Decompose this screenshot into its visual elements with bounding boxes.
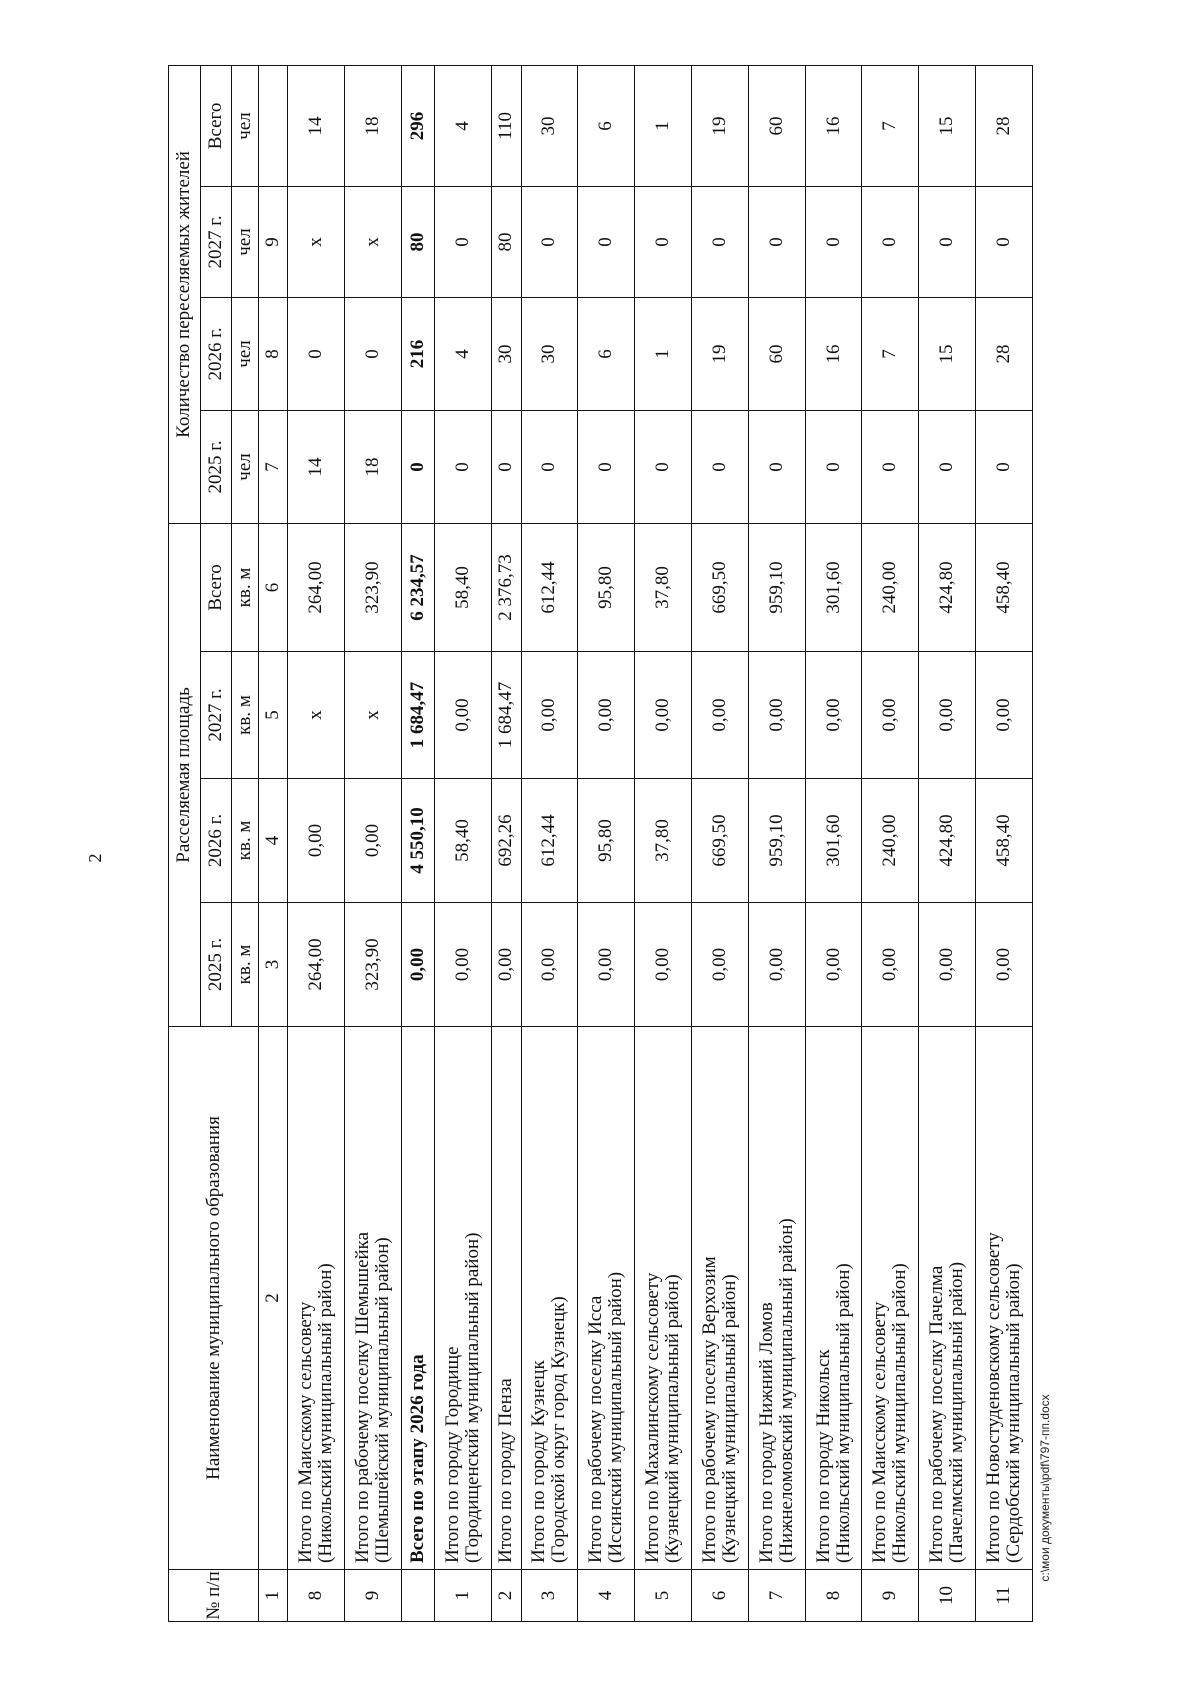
cell-a-total: 240,00 <box>862 523 919 651</box>
table-row <box>344 65 401 1621</box>
cell-a2025: 0,00 <box>805 903 862 1027</box>
table-row <box>635 65 692 1621</box>
row-name-line: Всего по этапу 2026 года <box>406 1354 428 1563</box>
header-name: Наименование муниципального образования <box>169 1027 259 1570</box>
header-column-index: 5 <box>259 652 287 779</box>
cell-a2025: 0,00 <box>862 903 919 1027</box>
table-row <box>976 65 1033 1621</box>
row-name <box>344 1027 401 1570</box>
cell-a-total: 6 234,57 <box>401 523 435 651</box>
header-column-index: 7 <box>259 410 287 523</box>
cell-p2026: 30 <box>521 297 578 410</box>
cell-a2026: 0,00 <box>287 779 344 903</box>
cell-a2026: 959,10 <box>748 779 805 903</box>
row-name-line: (Шемышейский муниципальный район) <box>371 1237 393 1563</box>
cell-p2026: 6 <box>578 297 635 410</box>
row-num: 5 <box>635 1570 692 1622</box>
cell-a2025: 0,00 <box>578 903 635 1027</box>
cell-p-total: 19 <box>692 65 749 186</box>
row-num: 8 <box>287 1570 344 1622</box>
header-column-index: 1 <box>259 1570 287 1622</box>
cell-p2027: 0 <box>919 186 976 297</box>
header-column-index: 4 <box>259 779 287 903</box>
cell-p2026: 15 <box>919 297 976 410</box>
cell-p2026: 4 <box>435 297 492 410</box>
cell-a2025: 0,00 <box>635 903 692 1027</box>
row-num: 1 <box>435 1570 492 1622</box>
cell-a-total: 458,40 <box>976 523 1033 651</box>
row-name-line: (Сердобский муниципальный район) <box>1003 1263 1025 1563</box>
table-row <box>521 65 578 1621</box>
cell-a2027: 0,00 <box>578 652 635 779</box>
header-year: Всего <box>200 65 232 186</box>
row-name <box>805 1027 862 1570</box>
row-name <box>919 1027 976 1570</box>
header-column-index: 8 <box>259 297 287 410</box>
cell-p2026: 19 <box>692 297 749 410</box>
table-row <box>748 65 805 1621</box>
cell-p-total: 15 <box>919 65 976 186</box>
table-row <box>287 65 344 1621</box>
header-unit: чел <box>232 410 259 523</box>
row-num: 4 <box>578 1570 635 1622</box>
row-num: 9 <box>862 1570 919 1622</box>
row-name-line: Итого по Новостуденовскому сельсовету <box>983 1232 1005 1563</box>
cell-a2027: 0,00 <box>521 652 578 779</box>
row-name <box>435 1027 492 1570</box>
row-num <box>401 1570 435 1622</box>
cell-a-total: 2 376,73 <box>492 523 521 651</box>
cell-a2026: 669,50 <box>692 779 749 903</box>
cell-p-total: 1 <box>635 65 692 186</box>
header-unit: кв. м <box>232 779 259 903</box>
row-name-line: (Кузнецкий муниципальный район) <box>718 1274 740 1563</box>
cell-a2025: 264,00 <box>287 903 344 1027</box>
cell-a2027: х <box>287 652 344 779</box>
row-name-line: (Никольский муниципальный район) <box>832 1263 854 1563</box>
row-num: 3 <box>521 1570 578 1622</box>
row-name-line: Итого по рабочему поселку Шемышейка <box>351 1231 373 1563</box>
row-num: 8 <box>805 1570 862 1622</box>
cell-p-total: 30 <box>521 65 578 186</box>
cell-p2027: 80 <box>492 186 521 297</box>
cell-p2026: 30 <box>492 297 521 410</box>
row-num: 2 <box>492 1570 521 1622</box>
cell-a2025: 0,00 <box>492 903 521 1027</box>
cell-p2025: 0 <box>435 410 492 523</box>
cell-a-total: 95,80 <box>578 523 635 651</box>
cell-a-total: 323,90 <box>344 523 401 651</box>
row-name <box>748 1027 805 1570</box>
header-unit: кв. м <box>232 523 259 651</box>
cell-p-total: 60 <box>748 65 805 186</box>
header-unit: кв. м <box>232 903 259 1027</box>
row-name <box>976 1027 1033 1570</box>
relocation-table <box>168 65 1033 1622</box>
cell-a2027: х <box>344 652 401 779</box>
cell-a2026: 458,40 <box>976 779 1033 903</box>
cell-p2025: 0 <box>401 410 435 523</box>
cell-a2026: 37,80 <box>635 779 692 903</box>
cell-p2026: 16 <box>805 297 862 410</box>
table-row <box>805 65 862 1621</box>
cell-a2027: 0,00 <box>692 652 749 779</box>
cell-a2025: 0,00 <box>748 903 805 1027</box>
cell-a2026: 424,80 <box>919 779 976 903</box>
cell-a2027: 0,00 <box>976 652 1033 779</box>
cell-p-total: 110 <box>492 65 521 186</box>
row-name-line: Итого по городу Пенза <box>495 1378 517 1563</box>
header-column-index: 2 <box>259 1027 287 1570</box>
cell-a2025: 323,90 <box>344 903 401 1027</box>
row-name-line: Итого по рабочему поселку Исса <box>585 1295 607 1563</box>
footer-file-path: c:\мои документы\pdf\797-пп.docx <box>1038 1394 1052 1582</box>
cell-p2026: 60 <box>748 297 805 410</box>
cell-p-total: 4 <box>435 65 492 186</box>
row-name-line: (Городской округ город Кузнецк) <box>548 1296 570 1563</box>
row-num: 9 <box>344 1570 401 1622</box>
row-name <box>635 1027 692 1570</box>
row-name-line: (Иссинский муниципальный район) <box>605 1271 627 1563</box>
header-column-index: 6 <box>259 523 287 651</box>
header-unit: чел <box>232 186 259 297</box>
row-name-line: Итого по рабочему поселку Пачелма <box>926 1265 948 1563</box>
cell-a2027: 0,00 <box>919 652 976 779</box>
cell-p-total: 296 <box>401 65 435 186</box>
table-row <box>401 65 435 1621</box>
row-name <box>401 1027 435 1570</box>
row-name-line: Итого по Маисскому сельсовету <box>294 1301 316 1563</box>
cell-a-total: 959,10 <box>748 523 805 651</box>
table-row <box>919 65 976 1621</box>
cell-p2027: 0 <box>748 186 805 297</box>
cell-a2027: 0,00 <box>862 652 919 779</box>
header-num: № п/п <box>169 1570 259 1622</box>
cell-a-total: 264,00 <box>287 523 344 651</box>
cell-a2026: 95,80 <box>578 779 635 903</box>
cell-p-total: 18 <box>344 65 401 186</box>
cell-a2027: 0,00 <box>805 652 862 779</box>
row-name-line: Итого по городу Никольск <box>812 1349 834 1563</box>
row-name-line: Итого по Маисскому сельсовету <box>869 1301 891 1563</box>
cell-a-total: 37,80 <box>635 523 692 651</box>
cell-a2027: 1 684,47 <box>401 652 435 779</box>
cell-p2027: х <box>344 186 401 297</box>
header-column-index: 3 <box>259 903 287 1027</box>
row-name-line: Итого по городу Кузнецк <box>528 1360 550 1563</box>
cell-a2026: 240,00 <box>862 779 919 903</box>
cell-p2026: 1 <box>635 297 692 410</box>
cell-p-total: 16 <box>805 65 862 186</box>
row-name-line: (Никольский муниципальный район) <box>314 1263 336 1563</box>
cell-p2025: 0 <box>976 410 1033 523</box>
row-num: 6 <box>692 1570 749 1622</box>
cell-a2026: 0,00 <box>344 779 401 903</box>
cell-p2025: 14 <box>287 410 344 523</box>
header-unit: кв. м <box>232 652 259 779</box>
header-column-index <box>259 65 287 186</box>
cell-p2026: 0 <box>287 297 344 410</box>
row-num: 10 <box>919 1570 976 1622</box>
cell-a2027: 0,00 <box>435 652 492 779</box>
cell-p2025: 0 <box>635 410 692 523</box>
row-name <box>862 1027 919 1570</box>
cell-a-total: 58,40 <box>435 523 492 651</box>
cell-p2027: 0 <box>521 186 578 297</box>
cell-p2027: 0 <box>862 186 919 297</box>
cell-a2026: 692,26 <box>492 779 521 903</box>
cell-p2025: 0 <box>862 410 919 523</box>
cell-p2025: 0 <box>805 410 862 523</box>
table-row <box>692 65 749 1621</box>
row-num: 7 <box>748 1570 805 1622</box>
cell-a2027: 1 684,47 <box>492 652 521 779</box>
row-name-line: Итого по городу Городище <box>442 1346 464 1563</box>
row-name <box>578 1027 635 1570</box>
row-name <box>492 1027 521 1570</box>
row-name <box>692 1027 749 1570</box>
header-unit: чел <box>232 297 259 410</box>
row-name-line: Итого по городу Нижний Ломов <box>755 1302 777 1563</box>
page-number: 2 <box>85 853 105 863</box>
header-year: 2025 г. <box>200 903 232 1027</box>
table-row <box>492 65 521 1621</box>
cell-p2027: 0 <box>692 186 749 297</box>
table-row <box>435 65 492 1621</box>
header-column-index: 9 <box>259 186 287 297</box>
cell-p2025: 18 <box>344 410 401 523</box>
cell-a2026: 301,60 <box>805 779 862 903</box>
row-name <box>521 1027 578 1570</box>
header-year: Всего <box>200 523 232 651</box>
cell-a2025: 0,00 <box>692 903 749 1027</box>
cell-p2026: 216 <box>401 297 435 410</box>
cell-a-total: 424,80 <box>919 523 976 651</box>
header-year: 2026 г. <box>200 779 232 903</box>
row-name-line: Итого по Махалинскому сельсовету <box>642 1272 664 1563</box>
header-year: 2027 г. <box>200 652 232 779</box>
cell-p2025: 0 <box>492 410 521 523</box>
header-year: 2025 г. <box>200 410 232 523</box>
cell-p2027: 0 <box>635 186 692 297</box>
cell-p2027: 80 <box>401 186 435 297</box>
cell-p-total: 6 <box>578 65 635 186</box>
cell-a-total: 669,50 <box>692 523 749 651</box>
header-area-group: Расселяемая площадь <box>169 523 201 1026</box>
row-name-line: (Нижнеломовский муниципальный район) <box>775 1218 797 1563</box>
row-name-line: (Пачелмский муниципальный район) <box>946 1261 968 1563</box>
cell-p2027: х <box>287 186 344 297</box>
row-name <box>287 1027 344 1570</box>
cell-p2026: 7 <box>862 297 919 410</box>
cell-a-total: 301,60 <box>805 523 862 651</box>
cell-p2025: 0 <box>748 410 805 523</box>
cell-p-total: 28 <box>976 65 1033 186</box>
cell-p2027: 0 <box>578 186 635 297</box>
cell-p2026: 0 <box>344 297 401 410</box>
cell-p2025: 0 <box>919 410 976 523</box>
cell-a2027: 0,00 <box>635 652 692 779</box>
cell-a2025: 0,00 <box>976 903 1033 1027</box>
cell-a2026: 612,44 <box>521 779 578 903</box>
row-num: 11 <box>976 1570 1033 1622</box>
header-year: 2027 г. <box>200 186 232 297</box>
row-name-line: (Никольский муниципальный район) <box>889 1263 911 1563</box>
table-row <box>862 65 919 1621</box>
cell-a2025: 0,00 <box>919 903 976 1027</box>
relocation-table-container <box>168 66 1033 1622</box>
row-name-line: (Городищенский муниципальный район) <box>462 1232 484 1563</box>
cell-a2025: 0,00 <box>435 903 492 1027</box>
table-row <box>578 65 635 1621</box>
cell-p2025: 0 <box>578 410 635 523</box>
cell-p2025: 0 <box>521 410 578 523</box>
cell-a-total: 612,44 <box>521 523 578 651</box>
cell-p2025: 0 <box>692 410 749 523</box>
cell-p-total: 7 <box>862 65 919 186</box>
cell-p2027: 0 <box>805 186 862 297</box>
header-year: 2026 г. <box>200 297 232 410</box>
header-unit: чел <box>232 65 259 186</box>
cell-p2026: 28 <box>976 297 1033 410</box>
cell-a2026: 58,40 <box>435 779 492 903</box>
row-name-line: Итого по рабочему поселку Верхозим <box>698 1256 720 1563</box>
header-people-group: Количество переселяемых жителей <box>169 65 201 523</box>
cell-p2027: 0 <box>435 186 492 297</box>
row-name-line: (Кузнецкий муниципальный район) <box>662 1274 684 1563</box>
cell-p2027: 0 <box>976 186 1033 297</box>
cell-a2025: 0,00 <box>401 903 435 1027</box>
cell-a2026: 4 550,10 <box>401 779 435 903</box>
cell-a2027: 0,00 <box>748 652 805 779</box>
cell-a2025: 0,00 <box>521 903 578 1027</box>
cell-p-total: 14 <box>287 65 344 186</box>
